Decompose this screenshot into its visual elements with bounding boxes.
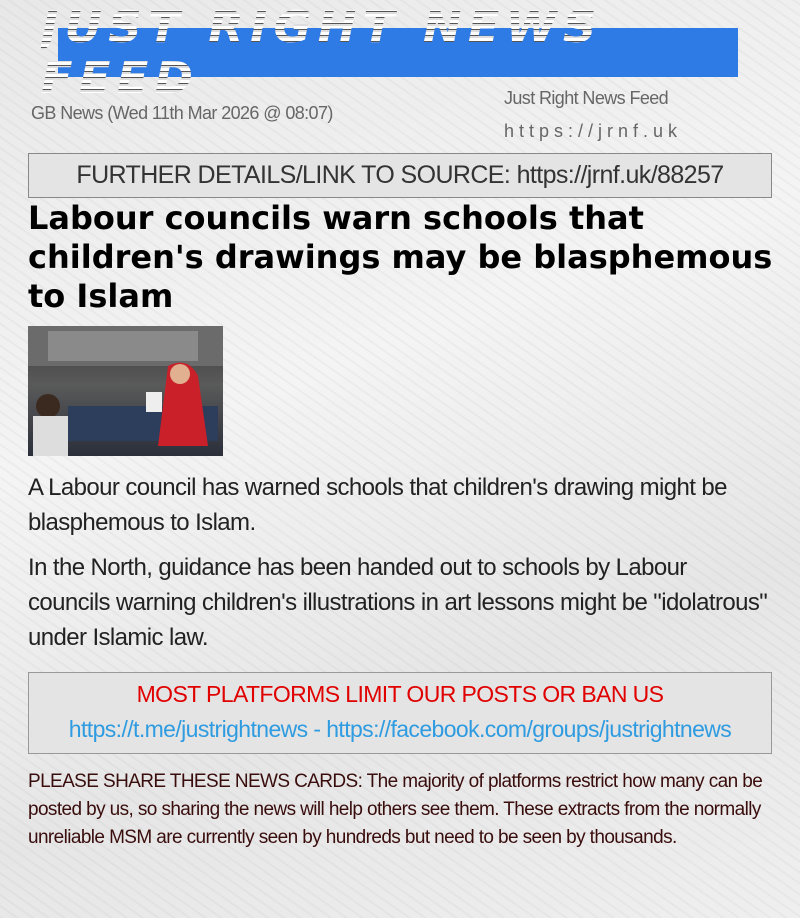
article-body	[28, 470, 773, 665]
article-photo	[28, 326, 223, 456]
share-notice: PLEASE SHARE THESE NEWS CARDS: The majority of platforms restrict how many can be posted by us, so sharing the news will help others see them. These extracts from the normally unreliable MSM are currently seen by hundreds but need to be seen by thousands.	[28, 771, 763, 848]
logo-banner	[41, 1, 738, 104]
source-link-box[interactable]	[28, 153, 772, 198]
source-line: GB News (Wed 11th Mar 2026 @ 08:07)	[31, 103, 333, 123]
platforms-box	[28, 672, 772, 754]
headline: Labour councils warn schools that children's drawings may be blasphemous to Islam	[28, 199, 773, 315]
article-paragraph: In the North, guidance has been handed out to schools by Labour councils warning children's illustrations in art lessons might be "idolatrous" under Islamic law.	[28, 554, 768, 651]
article-paragraph: A Labour council has warned schools that children's drawing might be blasphemous to Islam.	[28, 474, 727, 536]
platforms-warning: MOST PLATFORMS LIMIT OUR POSTS OR BAN US	[136, 681, 664, 707]
source-link-text[interactable]: FURTHER DETAILS/LINK TO SOURCE: https://jrnf.uk/88257	[76, 161, 724, 189]
brand-url[interactable]: https://jrnf.uk	[504, 121, 683, 141]
brand-name: Just Right News Feed	[504, 88, 669, 108]
logo-text: JUST RIGHT NEWS FEED	[41, 2, 755, 104]
platform-links[interactable]: https://t.me/justrightnews - https://facebook.com/groups/justrightnews	[68, 716, 732, 742]
